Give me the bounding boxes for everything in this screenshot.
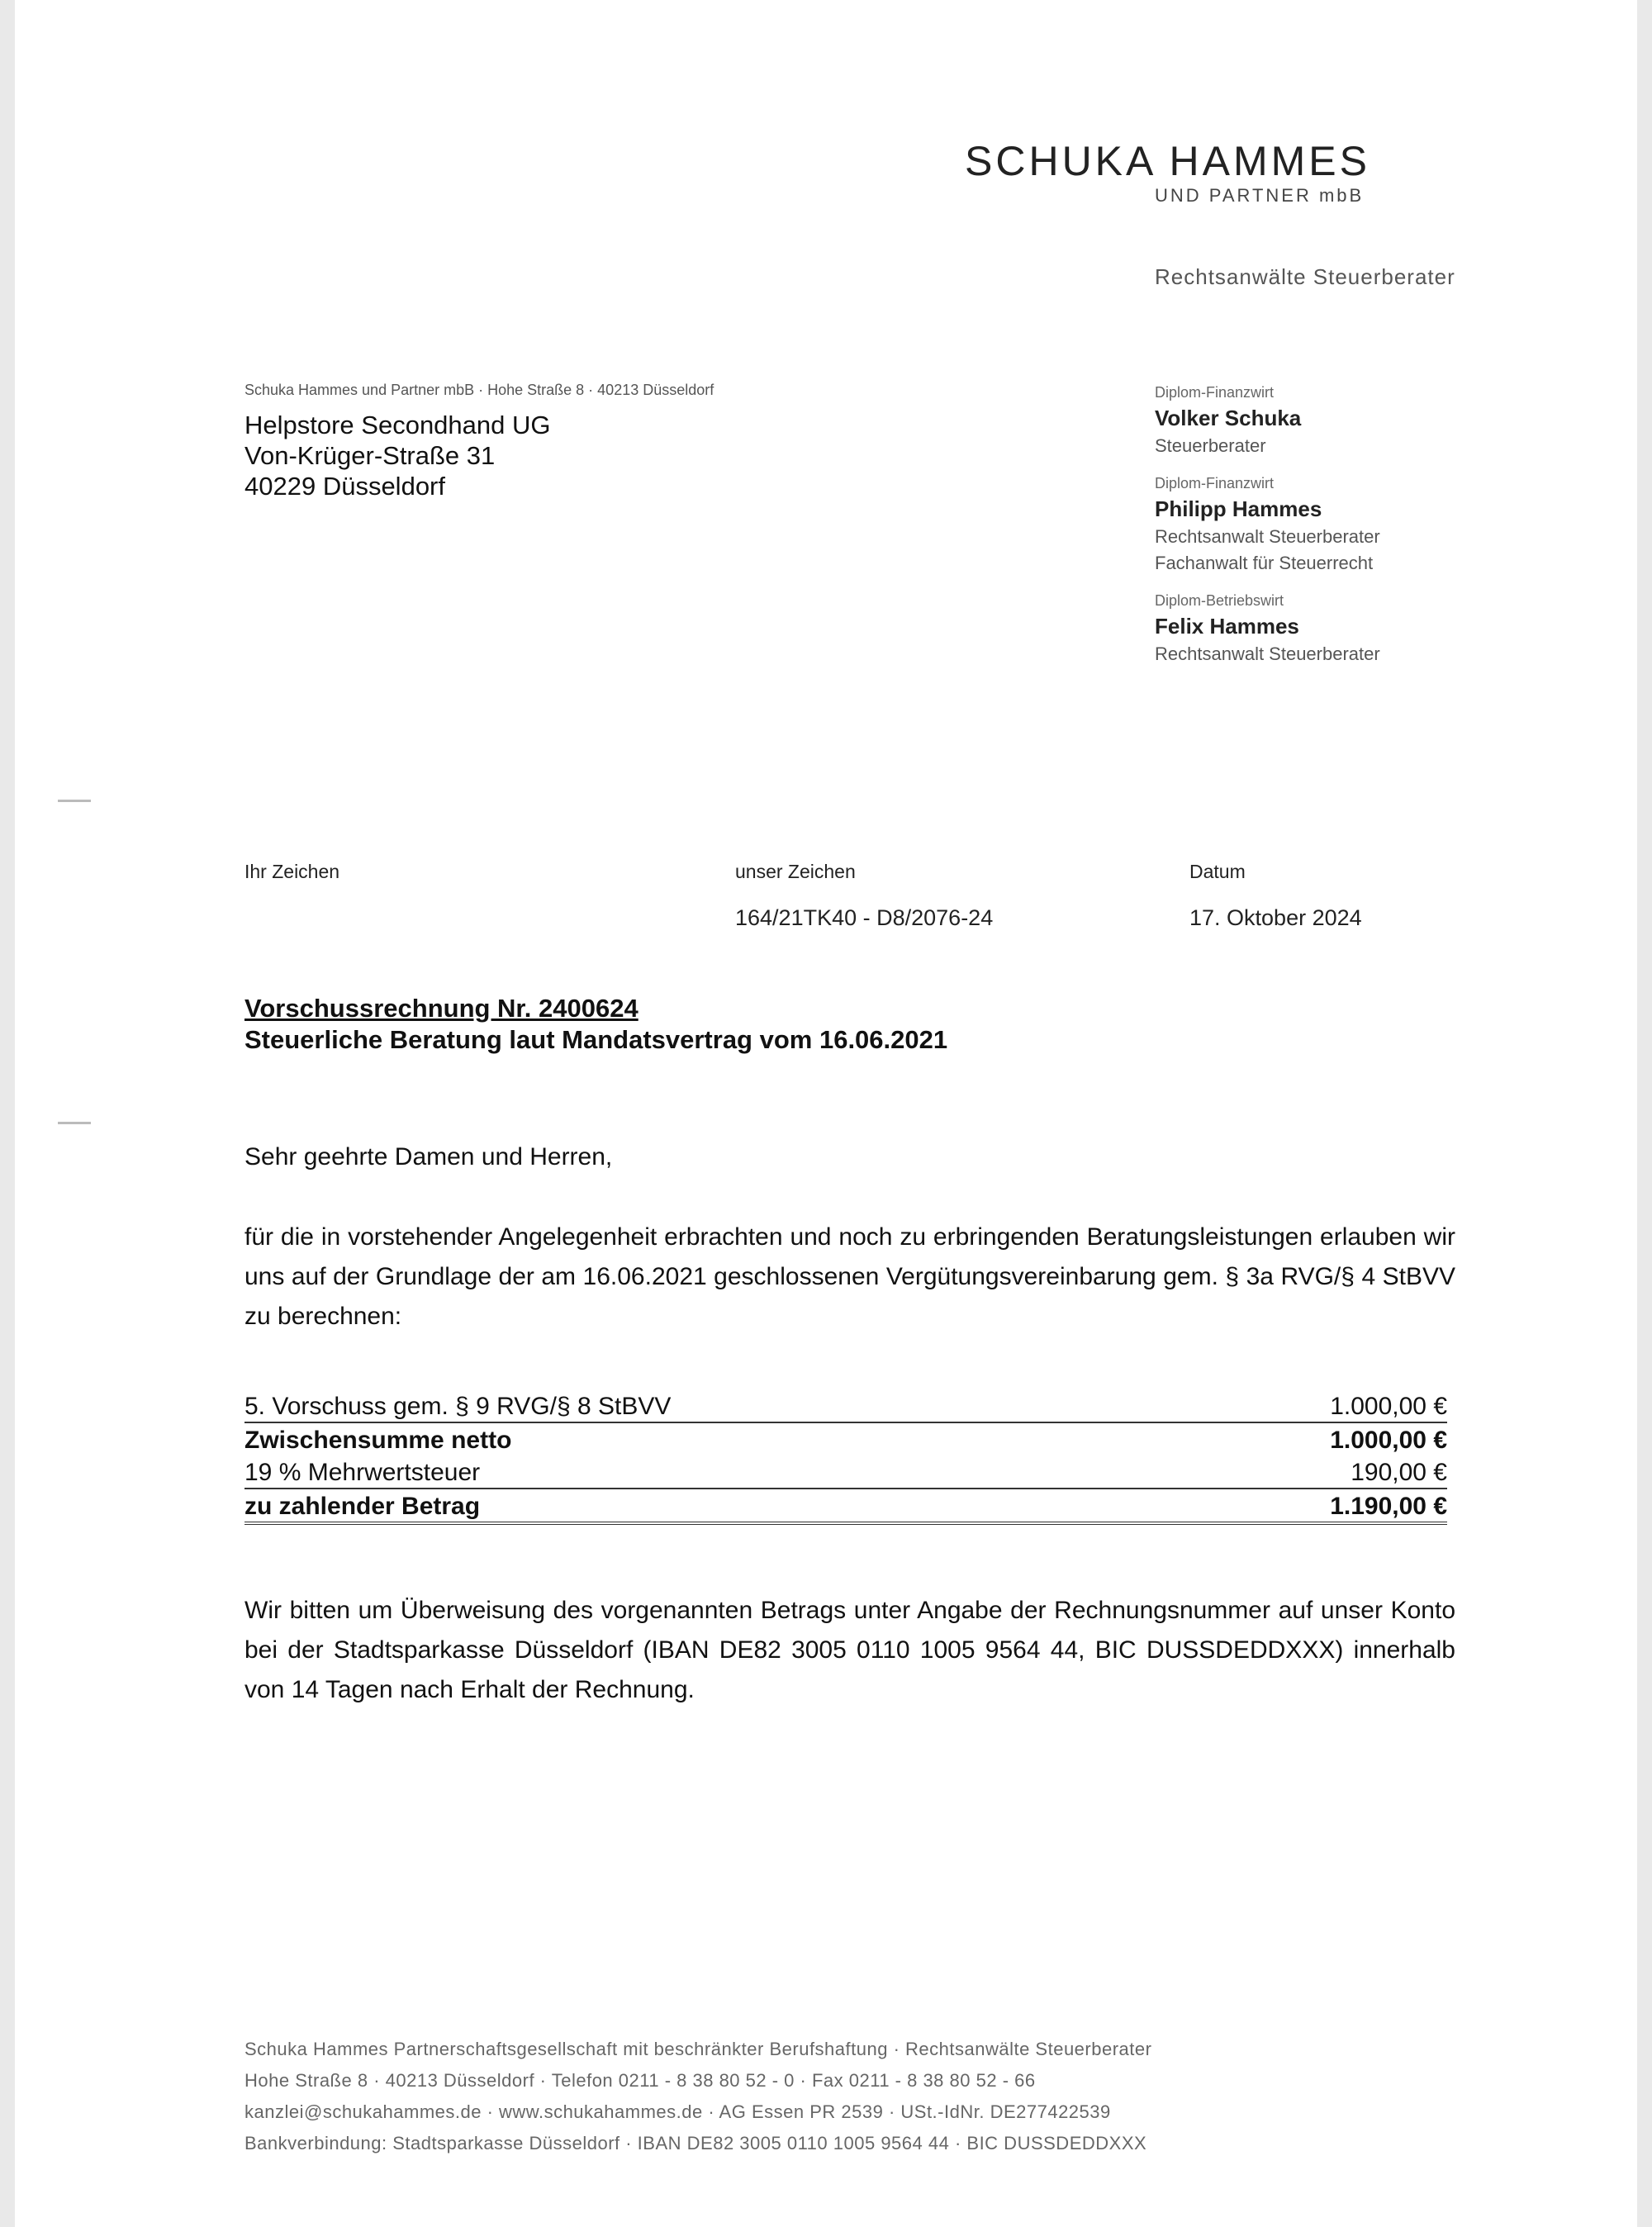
row-amount: 1.000,00 €: [1330, 1393, 1447, 1420]
row-label: 5. Vorschuss gem. § 9 RVG/§ 8 StBVV: [244, 1393, 672, 1420]
footer-line: Hohe Straße 8 · 40213 Düsseldorf · Telefon 0211 - 8 38 80 52 - 0 · Fax 0211 - 8 38 80 52 - 66: [244, 2070, 1036, 2091]
partner-entry: [1155, 382, 1380, 459]
partner-role: Rechtsanwalt Steuerberater: [1155, 643, 1380, 664]
payment-paragraph: Wir bitten um Überweisung des vorgenannten Betrags unter Angabe der Rechnungsnummer auf unser Konto bei der Stadtsparkasse Düsseldorf (IBAN DE82 3005 0110 1005 9564 44, BIC DUSSDEDDXXX) innerhalb von 14 Tagen nach Erhalt der Rechnung.: [244, 1597, 1455, 1703]
partner-entry: [1155, 472, 1380, 577]
row-label: 19 % Mehrwertsteuer: [244, 1459, 481, 1486]
partner-role: Steuerberater: [1155, 435, 1266, 456]
firm-logo: SCHUKA HAMMES: [965, 138, 1370, 184]
recipient-name: Helpstore Secondhand UG: [244, 411, 551, 439]
recipient-city: 40229 Düsseldorf: [244, 472, 445, 501]
firm-tagline: Rechtsanwälte Steuerberater: [1155, 264, 1455, 289]
recipient-street: Von-Krüger-Straße 31: [244, 441, 496, 470]
partner-name: Philipp Hammes: [1155, 496, 1322, 521]
intro-paragraph: für die in vorstehender Angelegenheit erbrachten und noch zu erbringenden Beratungsleistungen erlauben wir uns auf der Grundlage der am 16.06.2021 geschlossenen Vergütungsvereinbarung gem. § 3a RVG/§ 4 StBVV zu berechnen:: [244, 1223, 1455, 1330]
partner-degree: Diplom-Finanzwirt: [1155, 475, 1275, 491]
row-amount: 190,00 €: [1351, 1459, 1447, 1486]
firm-logo-subtitle: UND PARTNER mbB: [1155, 185, 1365, 206]
table-row: [244, 1489, 1447, 1525]
subject-description: Steuerliche Beratung laut Mandatsvertrag vom 16.06.2021: [244, 1025, 948, 1054]
footer-line: Bankverbindung: Stadtsparkasse Düsseldorf · IBAN DE82 3005 0110 1005 9564 44 · BIC DUSSDEDDXXX: [244, 2133, 1147, 2153]
ihr-zeichen-label: Ihr Zeichen: [244, 861, 340, 882]
invoice-table: [244, 1389, 1447, 1525]
subject-block: [244, 993, 947, 1056]
sender-return-address: Schuka Hammes und Partner mbB · Hohe Straße 8 · 40213 Düsseldorf: [244, 382, 714, 398]
row-label: zu zahlender Betrag: [244, 1493, 481, 1520]
fold-mark: [58, 800, 91, 802]
partner-name: Felix Hammes: [1155, 614, 1299, 639]
table-row: [244, 1389, 1447, 1423]
recipient-address: [244, 410, 551, 501]
row-amount: 1.000,00 €: [1330, 1427, 1447, 1454]
unser-zeichen-value: 164/21TK40 - D8/2076-24: [735, 905, 994, 930]
footer-line: Schuka Hammes Partnerschaftsgesellschaft mit beschränkter Berufshaftung · Rechtsanwälte Steuerberater: [244, 2039, 1152, 2059]
datum-value: 17. Oktober 2024: [1189, 905, 1362, 930]
row-amount: 1.190,00 €: [1330, 1493, 1447, 1520]
fold-mark: [58, 1122, 91, 1124]
salutation: Sehr geehrte Damen und Herren,: [244, 1143, 613, 1170]
letter-page: [15, 0, 1637, 2227]
invoice-number-title: Vorschussrechnung Nr. 2400624: [244, 994, 638, 1023]
partner-entry: [1155, 590, 1380, 667]
footer: [244, 2034, 1151, 2159]
partner-role: Fachanwalt für Steuerrecht: [1155, 553, 1374, 573]
datum-label: Datum: [1189, 861, 1246, 882]
table-row: [244, 1455, 1447, 1489]
partner-name: Volker Schuka: [1155, 406, 1302, 430]
row-label: Zwischensumme netto: [244, 1427, 512, 1454]
partner-degree: Diplom-Betriebswirt: [1155, 592, 1284, 609]
partner-degree: Diplom-Finanzwirt: [1155, 384, 1275, 401]
table-row: [244, 1423, 1447, 1455]
partner-list: [1155, 382, 1380, 681]
footer-line: kanzlei@schukahammes.de · www.schukahammes.de · AG Essen PR 2539 · USt.-IdNr. DE277422539: [244, 2101, 1111, 2122]
partner-role: Rechtsanwalt Steuerberater: [1155, 526, 1380, 547]
unser-zeichen-label: unser Zeichen: [735, 861, 856, 882]
